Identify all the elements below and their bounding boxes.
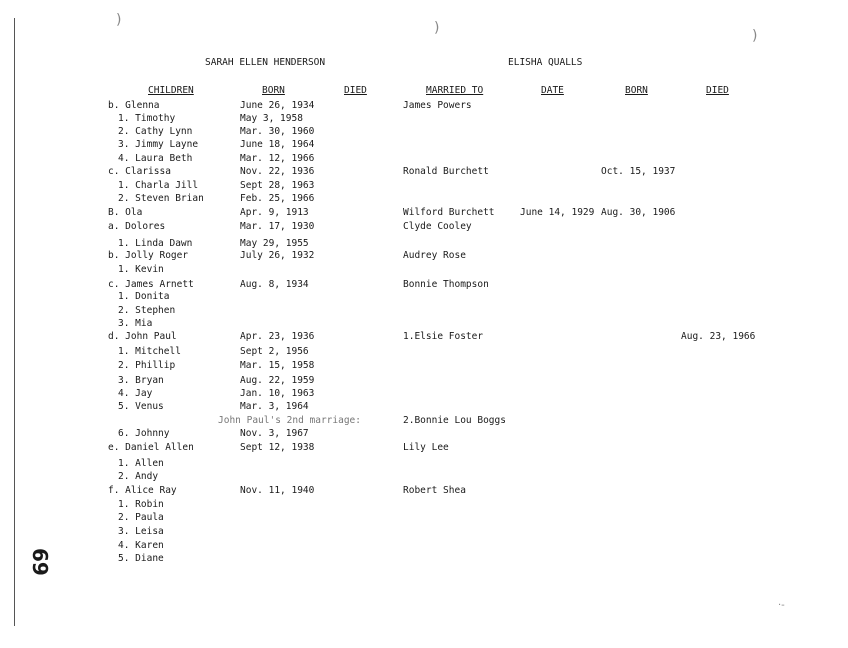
child-name: b. Glenna: [108, 100, 160, 111]
child-name: 1. Kevin: [118, 264, 164, 275]
second-marriage-spouse: 2.Bonnie Lou Boggs: [403, 415, 506, 426]
col-born: BORN: [262, 85, 285, 96]
child-name: 2. Paula: [118, 512, 164, 523]
child-born: Feb. 25, 1966: [240, 193, 315, 204]
child-born: Apr. 23, 1936: [240, 331, 315, 342]
col-spouse-died: DIED: [706, 85, 729, 96]
child-name: 1. Robin: [118, 499, 164, 510]
child-name: 5. Venus: [118, 401, 164, 412]
child-name: 1. Linda Dawn: [118, 238, 193, 249]
father-name: ELISHA QUALLS: [508, 57, 583, 68]
child-born: Jan. 10, 1963: [240, 388, 315, 399]
child-born: Nov. 3, 1967: [240, 428, 309, 439]
col-spouse-born: BORN: [625, 85, 648, 96]
child-born: Apr. 9, 1913: [240, 207, 309, 218]
child-name: 3. Mia: [118, 318, 153, 329]
scan-mark: ): [116, 12, 122, 28]
child-name: 4. Jay: [118, 388, 153, 399]
mother-name: SARAH ELLEN HENDERSON: [205, 57, 326, 68]
child-name: 5. Diane: [118, 553, 164, 564]
col-children: CHILDREN: [148, 85, 194, 96]
scan-mark: ): [752, 28, 758, 44]
child-born: Aug. 8, 1934: [240, 279, 309, 290]
married-to: Bonnie Thompson: [403, 279, 489, 290]
child-born: Sept 12, 1938: [240, 442, 315, 453]
col-married-to: MARRIED TO: [426, 85, 484, 96]
child-name: 2. Andy: [118, 471, 159, 482]
child-name: 3. Bryan: [118, 375, 164, 386]
second-marriage-note: John Paul's 2nd marriage:: [218, 415, 361, 426]
child-name: c. Clarissa: [108, 166, 171, 177]
child-name: 1. Timothy: [118, 113, 176, 124]
child-born: Mar. 15, 1958: [240, 360, 315, 371]
child-born: Sept 28, 1963: [240, 180, 315, 191]
married-to: Lily Lee: [403, 442, 449, 453]
child-born: Mar. 12, 1966: [240, 153, 315, 164]
child-name: 2. Stephen: [118, 305, 176, 316]
child-born: Mar. 17, 1930: [240, 221, 315, 232]
child-born: May 29, 1955: [240, 238, 309, 249]
married-to: Robert Shea: [403, 485, 466, 496]
child-born: July 26, 1932: [240, 250, 315, 261]
child-name: 4. Karen: [118, 540, 164, 551]
child-name: 2. Steven Brian: [118, 193, 204, 204]
child-born: Sept 2, 1956: [240, 346, 309, 357]
child-born: June 26, 1934: [240, 100, 315, 111]
child-name: e. Daniel Allen: [108, 442, 194, 453]
page-left-edge: [14, 18, 15, 626]
married-to: Ronald Burchett: [403, 166, 489, 177]
page-number: 69: [28, 548, 52, 576]
child-name: 3. Jimmy Layne: [118, 139, 199, 150]
child-born: Nov. 22, 1936: [240, 166, 315, 177]
child-name: B. Ola: [108, 207, 143, 218]
child-name: 4. Laura Beth: [118, 153, 193, 164]
child-name: 2. Phillip: [118, 360, 176, 371]
child-name: d. John Paul: [108, 331, 177, 342]
col-date: DATE: [541, 85, 564, 96]
child-born: Mar. 3, 1964: [240, 401, 309, 412]
married-to: Clyde Cooley: [403, 221, 472, 232]
child-name: 1. Donita: [118, 291, 170, 302]
child-name: 3. Leisa: [118, 526, 164, 537]
child-name: 1. Charla Jill: [118, 180, 199, 191]
child-name: a. Dolores: [108, 221, 166, 232]
child-born: May 3, 1958: [240, 113, 303, 124]
child-name: f. Alice Ray: [108, 485, 177, 496]
child-name: 2. Cathy Lynn: [118, 126, 193, 137]
scan-mark: ·-: [778, 600, 785, 611]
child-name: b. Jolly Roger: [108, 250, 189, 261]
child-name: 1. Allen: [118, 458, 164, 469]
married-to: 1.Elsie Foster: [403, 331, 484, 342]
married-to: Wilford Burchett: [403, 207, 495, 218]
child-name: c. James Arnett: [108, 279, 194, 290]
col-died: DIED: [344, 85, 367, 96]
child-born: Mar. 30, 1960: [240, 126, 315, 137]
child-born: Aug. 22, 1959: [240, 375, 315, 386]
scan-mark: ): [434, 20, 440, 36]
spouse-born: Oct. 15, 1937: [601, 166, 676, 177]
child-born: Nov. 11, 1940: [240, 485, 315, 496]
spouse-died: Aug. 23, 1966: [681, 331, 756, 342]
marriage-date: June 14, 1929: [520, 207, 595, 218]
married-to: Audrey Rose: [403, 250, 466, 261]
child-born: June 18, 1964: [240, 139, 315, 150]
child-name: 6. Johnny: [118, 428, 170, 439]
child-name: 1. Mitchell: [118, 346, 181, 357]
spouse-born: Aug. 30, 1906: [601, 207, 676, 218]
married-to: James Powers: [403, 100, 472, 111]
